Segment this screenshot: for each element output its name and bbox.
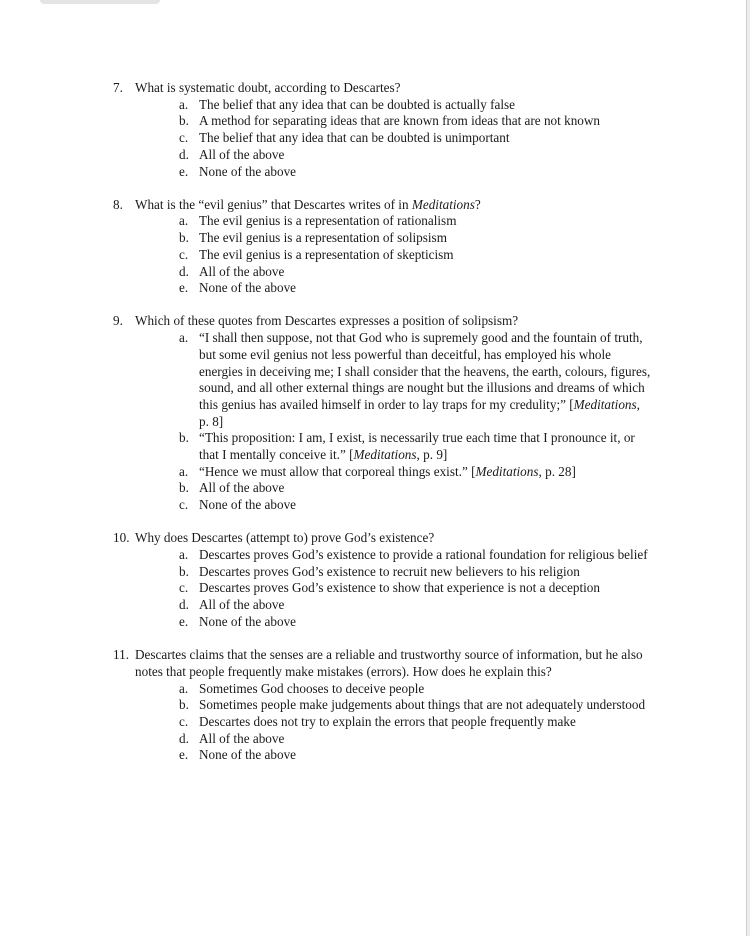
option-text: None of the above [199,497,297,513]
question-number: 9. [113,313,123,329]
option-text: None of the above [199,747,297,763]
option [179,97,653,114]
option-letter: b. [179,563,189,579]
option [179,430,653,463]
question-9 [113,313,653,513]
question-stem: Why does Descartes (attempt to) prove God’s existence? [135,530,435,546]
citation-page: , p. 28] [538,463,576,479]
option-letter: a. [179,330,189,346]
option-quote: “This proposition: I am, I exist, is necessarily true each time that I pronounce it, or that I mentally conceive it.” [ [199,430,635,463]
option [179,597,653,614]
question-8 [113,197,653,297]
option [179,747,653,764]
option-letter: c. [179,580,189,596]
question-text [113,313,653,330]
option-letter: b. [179,430,189,446]
option-text: Sometimes people make judgements about things that are not adequately understood [199,697,646,713]
option-letter: b. [179,113,189,129]
option-letter: c. [179,497,189,513]
option [179,731,653,748]
option [179,681,653,698]
question-number: 8. [113,196,123,212]
option [179,580,653,597]
option [179,564,653,581]
question-stem: Which of these quotes from Descartes expresses a position of solipsism? [135,313,519,329]
option-letter: a. [179,463,189,479]
option-text: Descartes proves God’s existence to show that experience is not a deception [199,580,600,596]
option-text: Sometimes God chooses to deceive people [199,680,425,696]
option [179,164,653,181]
option-text: None of the above [199,280,297,296]
option [179,697,653,714]
option-letter: e. [179,163,189,179]
option-text: All of the above [199,146,285,162]
option-text: All of the above [199,263,285,279]
option-text: Descartes proves God’s existence to provide a rational foundation for religious belief [199,547,648,563]
option-letter: c. [179,130,189,146]
option-letter: a. [179,680,189,696]
option [179,330,653,430]
option [179,230,653,247]
option-text: Descartes proves God’s existence to recruit new believers to his religion [199,563,580,579]
question-text [113,647,653,680]
option-letter: b. [179,480,189,496]
option-text: All of the above [199,480,285,496]
option-quote: “I shall then suppose, not that God who is supremely good and the fountain of truth, but some evil genius not less powerful than deceitful, has employed his whole energies in deceiving me; I shall consider that the heavens, the earth, colours, figures, sound, and all other external things are nought but the illusions and dreams of which this genius has availed himself in order to lay traps for my credulity;” [ [199,330,651,412]
option-letter: b. [179,697,189,713]
option-text: All of the above [199,597,285,613]
option-letter: a. [179,96,189,112]
option [179,113,653,130]
question-number: 11. [113,647,129,663]
option [179,280,653,297]
option [179,247,653,264]
book-title: Meditations [353,447,417,463]
option-letter: d. [179,597,189,613]
option [179,213,653,230]
option-letter: a. [179,547,189,563]
option-text: The belief that any idea that can be doubted is unimportant [199,130,510,146]
option-text: The evil genius is a representation of skepticism [199,246,454,262]
option-letter: d. [179,263,189,279]
question-stem-end: ? [474,196,481,212]
option-letter: e. [179,613,189,629]
option-letter: c. [179,246,189,262]
option-letter: e. [179,280,189,296]
question-stem: What is systematic doubt, according to Descartes? [135,80,401,95]
option-letter: a. [179,213,189,229]
option-text: The evil genius is a representation of rationalism [199,213,457,229]
option [179,614,653,631]
book-title: Meditations [411,196,475,212]
option-text: None of the above [199,613,297,629]
question-text [113,197,653,214]
option [179,547,653,564]
option-text: All of the above [199,730,285,746]
option-text: None of the above [199,163,297,179]
option [179,264,653,281]
option-text: The evil genius is a representation of solipsism [199,230,447,246]
question-number: 10. [113,530,130,546]
page-edge-tab [40,0,160,4]
option-letter: c. [179,713,189,729]
option [179,480,653,497]
book-title: Meditations [475,463,539,479]
question-number: 7. [113,80,123,95]
option-letter: d. [179,146,189,162]
option [179,497,653,514]
question-10 [113,530,653,630]
option-letter: e. [179,747,189,763]
option-letter: b. [179,230,189,246]
option-quote: “Hence we must allow that corporeal things exist.” [ [199,463,476,479]
book-title: Meditations [573,396,637,412]
citation-page: , p. 9] [416,447,448,463]
option-text: A method for separating ideas that are known from ideas that are not known [199,113,601,129]
citation-page: , p. 8] [199,396,640,429]
option [179,714,653,731]
option-text: The belief that any idea that can be doubted is actually false [199,96,516,112]
option-text: Descartes does not try to explain the errors that people frequently make [199,713,576,729]
option [179,464,653,481]
option [179,147,653,164]
question-7 [113,80,653,180]
question-stem: Descartes claims that the senses are a reliable and trustworthy source of information, but he also notes that people frequently make mistakes (errors). How does he explain this? [135,647,643,679]
option [179,130,653,147]
question-stem: What is the “evil genius” that Descartes writes of in [135,196,412,212]
question-11 [113,647,653,764]
question-text [113,530,653,547]
option-letter: d. [179,730,189,746]
question-text [113,80,653,97]
question-list [113,80,653,781]
